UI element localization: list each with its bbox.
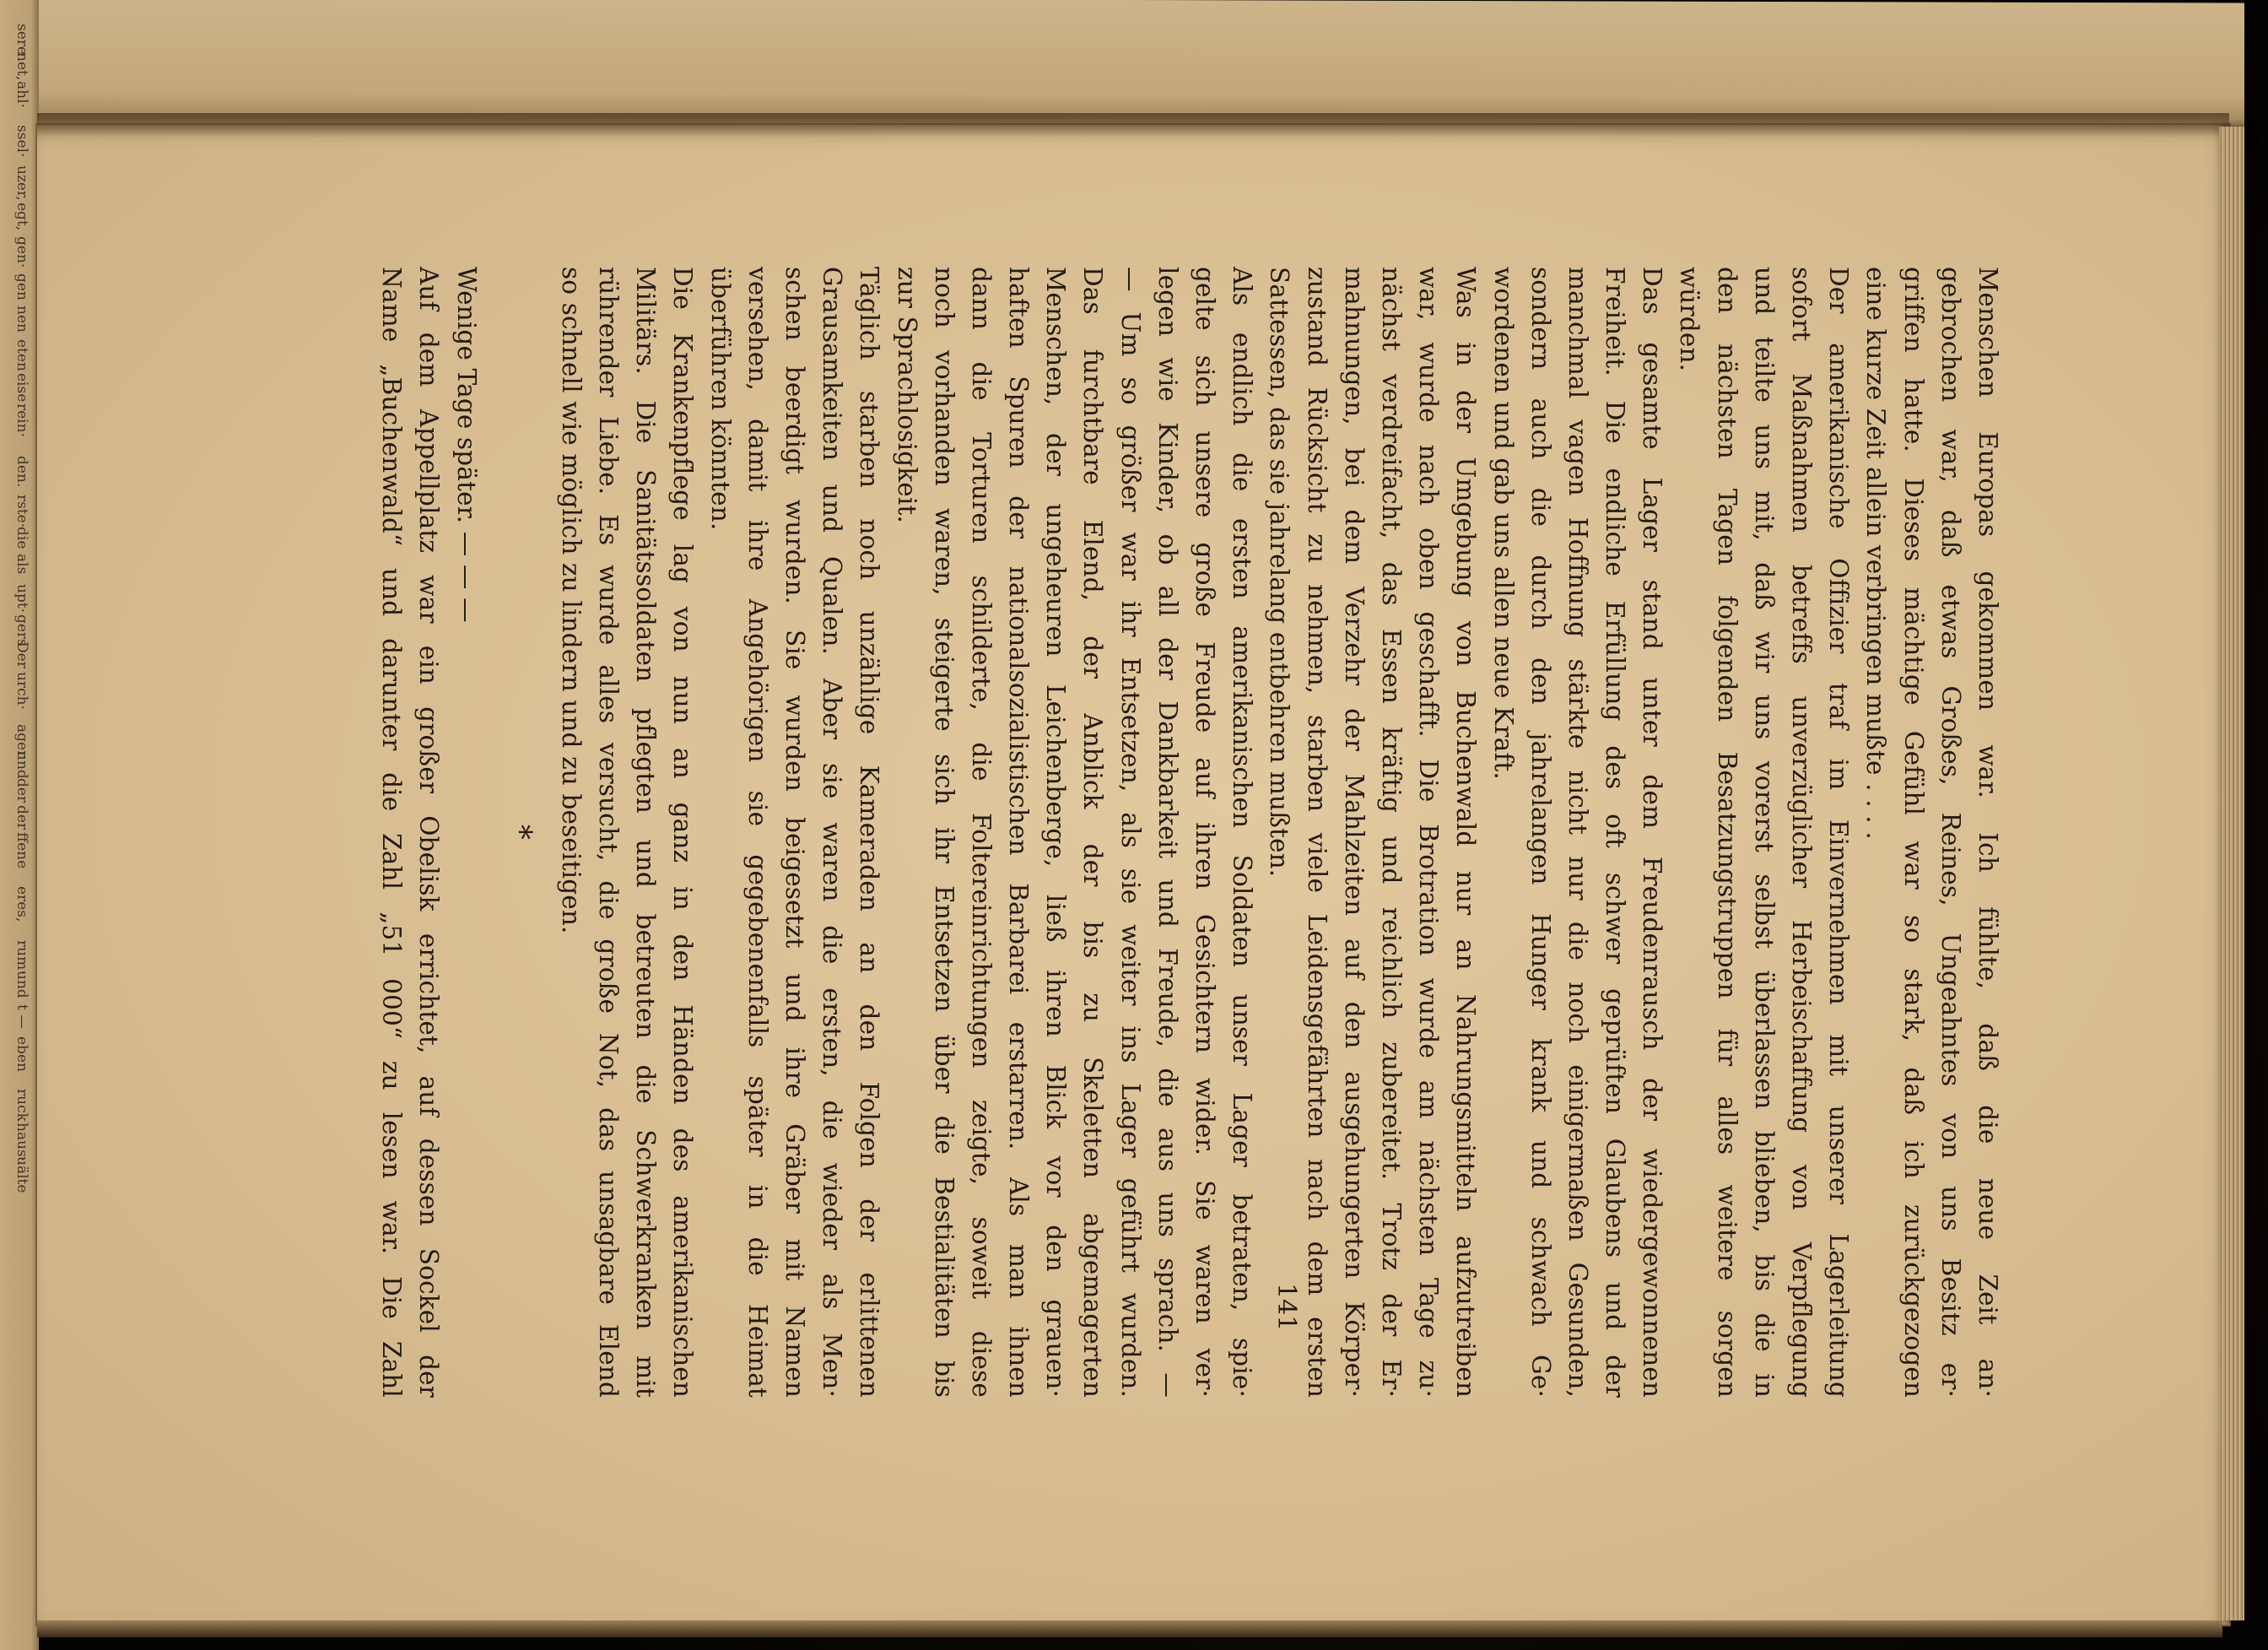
previous-page-fragment: die <box>14 527 30 549</box>
text-line: Als endlich die ersten amerikanischen Soldaten unser Lager betraten, spie· <box>1228 267 1257 1398</box>
bottom-book-edge <box>37 1620 2222 1637</box>
text-line: Freiheit. Die endliche Erfüllung des oft schwer geprüften Glaubens und der <box>1601 267 1630 1398</box>
text-line: legen wie Kinder, ob all der Dankbarkeit und Freude, die aus uns sprach. — <box>1153 267 1182 1398</box>
previous-page-fragment: und <box>14 971 30 998</box>
previous-page-fragment: der <box>14 805 30 830</box>
previous-page-top <box>0 0 2244 129</box>
text-line: überführen könnten. <box>705 267 735 531</box>
previous-page-fragment: Der <box>14 641 30 668</box>
previous-page-fragment: eben <box>14 1036 30 1072</box>
text-line: — Um so größer war ihr Entsetzen, als sie weiter ins Lager geführt wurden. <box>1115 267 1145 1398</box>
final-paragraph <box>373 267 485 1398</box>
text-line: eine kurze Zeit allein verbringen mußte . . . . <box>1861 267 1891 840</box>
previous-page-fragment: ahl· <box>14 81 30 108</box>
text-line: Name „Buchenwald“ und darunter die Zahl „51 000“ zu lesen war. Die Zahl <box>377 267 407 1398</box>
text-line: schen beerdigt wurden. Sie wurden beigesetzt und ihre Gräber mit Namen <box>780 267 809 1398</box>
previous-page-fragment: rum· <box>14 940 30 975</box>
previous-page-fragment: ager <box>14 724 30 758</box>
previous-page-fragment: uälte <box>14 1156 30 1193</box>
text-line: rührender Liebe. Es wurde alles versucht, die große Not, das unsagbare Elend <box>594 267 624 1398</box>
previous-page-fragment: sere <box>14 24 30 55</box>
text-line: Täglich starben noch unzählige Kameraden an den Folgen der erlittenen <box>855 267 884 1398</box>
page-number: 141 <box>1272 1283 1301 1332</box>
text-line: manchmal vagen Hoffnung stärkte nicht nur die noch einigermaßen Gesunden, <box>1563 267 1592 1398</box>
previous-page-fragment: ffene <box>14 832 30 869</box>
text-line: wordenen und gab uns allen neue Kraft. <box>1488 267 1518 780</box>
previous-page-fragment: eise <box>14 373 30 403</box>
text-line: gebrochen war, daß etwas Großes, Reines, Ungeahntes von uns Besitz er· <box>1936 267 1965 1398</box>
previous-page-fragment: gers <box>14 614 30 646</box>
text-line: Sattessen, das sie jahrelang entbehren mußten. <box>1265 267 1294 878</box>
text-line: den nächsten Tagen folgenden Besatzungstruppen für alles weitere sorgen <box>1712 267 1742 1398</box>
previous-page-fragment: als <box>14 554 30 575</box>
previous-page-fragment: rein· <box>14 403 30 437</box>
text-line: noch vorhanden waren, steigerte sich ihr Entsetzen über die Bestialitäten bis <box>929 267 958 1398</box>
previous-page-fragment: net, <box>14 52 30 81</box>
text-line: und teilte uns mit, daß wir uns vorerst selbst überlassen blieben, bis die in <box>1749 267 1779 1398</box>
text-line: Grausamkeiten und Qualen. Aber sie waren die ersten, die wieder als Men· <box>818 267 847 1398</box>
text-line: Wenige Tage später. — — — <box>451 267 481 623</box>
previous-page-fragment: haus· <box>14 1123 30 1162</box>
text-line: Der amerikanische Offizier traf im Einvernehmen mit unserer Lagerleitung <box>1824 267 1854 1398</box>
text-line: zur Sprachlosigkeit. <box>892 267 921 523</box>
text-line: sondern auch die durch den jahrelangen Hunger krank und schwach Ge· <box>1526 267 1555 1398</box>
previous-page-text-fragments <box>0 0 39 1650</box>
text-line: zustand Rücksicht zu nehmen, starben viele Leidensgefährten nach dem ersten <box>1302 267 1331 1398</box>
text-line: Menschen, der ungeheuren Leichenberge, ließ ihren Blick vor den grauen· <box>1041 267 1071 1398</box>
text-line: Die Krankenpflege lag von nun an ganz in den Händen des amerikanischen <box>668 267 698 1398</box>
previous-page-fragment: eres, <box>14 886 30 922</box>
previous-page-fragment: gen <box>14 273 30 300</box>
page-text-block <box>353 267 2006 1398</box>
text-line: griffen hatte. Dieses mächtige Gefühl war so stark, daß ich zurückgezogen <box>1898 267 1928 1398</box>
previous-page-fragment: upt· <box>14 584 30 614</box>
previous-page-fragment: ruck <box>14 1089 30 1122</box>
previous-page-fragment: den. <box>14 456 30 488</box>
text-line: sofort Maßnahmen betreffs unverzüglicher Herbeischaffung von Verpflegung <box>1787 267 1817 1398</box>
text-line: versehen, damit ihre Angehörigen sie gegebenenfalls später in die Heimat <box>742 267 772 1398</box>
text-line: Menschen Europas gekommen war. Ich fühlte, daß die neue Zeit an· <box>1974 267 2002 1398</box>
previous-page-fragment: nen <box>14 306 30 333</box>
previous-page-fragment: uzer, <box>14 165 30 201</box>
text-line: Was in der Umgebung von Buchenwald nur an Nahrungsmitteln aufzutreiben <box>1451 267 1481 1398</box>
text-line: Militärs. Die Sanitätssoldaten pflegten und betreuten die Schwerkranken mit <box>631 267 661 1398</box>
previous-page-fragment: urch· <box>14 672 30 710</box>
page-edges <box>2219 127 2244 1620</box>
previous-page-fragment: eten <box>14 339 30 371</box>
text-line: haften Spuren der nationalsozialistischen Barbarei erstarren. Als man ihnen <box>1004 267 1034 1398</box>
text-line: Das furchtbare Elend, der Anblick der bis zu Skeletten abgemagerten <box>1078 267 1108 1398</box>
previous-page-fragment: und <box>14 751 30 779</box>
spine-shadow <box>37 113 2229 137</box>
previous-page-fragment: rste· <box>14 495 30 528</box>
text-line: so schnell wie möglich zu lindern und zu beseitigen. <box>556 267 586 934</box>
previous-page-fragment: gen· <box>14 236 30 268</box>
body-paragraphs <box>553 267 2006 1398</box>
text-line: würden. <box>1675 267 1704 372</box>
text-line: Auf dem Appellplatz war ein großer Obelisk errichtet, auf dessen Sockel der <box>414 267 444 1398</box>
previous-page-fragment: t — <box>14 1004 30 1030</box>
text-line: mahnungen, bei dem Verzehr der Mahlzeiten auf den ausgehungerten Körper· <box>1339 267 1369 1398</box>
text-line: dann die Torturen schilderte, die Foltereinrichtungen zeigte, soweit diese <box>966 267 996 1398</box>
text-line: nächst verdreifacht, das Essen kräftig und reichlich zubereitet. Trotz der Er· <box>1377 267 1406 1398</box>
previous-page-fragment: egt, <box>14 203 30 231</box>
previous-page-fragment: der <box>14 778 30 803</box>
section-separator: * <box>501 824 537 841</box>
text-line: war, wurde nach oben geschafft. Die Brotration wurde am nächsten Tage zu· <box>1414 267 1444 1398</box>
text-line: Das gesamte Lager stand unter dem Freudenrausch der wiedergewonnenen <box>1638 267 1667 1398</box>
previous-page-fragment: ssel· <box>14 125 30 158</box>
text-line: gelte sich unsere große Freude auf ihren Gesichtern wider. Sie waren ver· <box>1191 267 1220 1398</box>
